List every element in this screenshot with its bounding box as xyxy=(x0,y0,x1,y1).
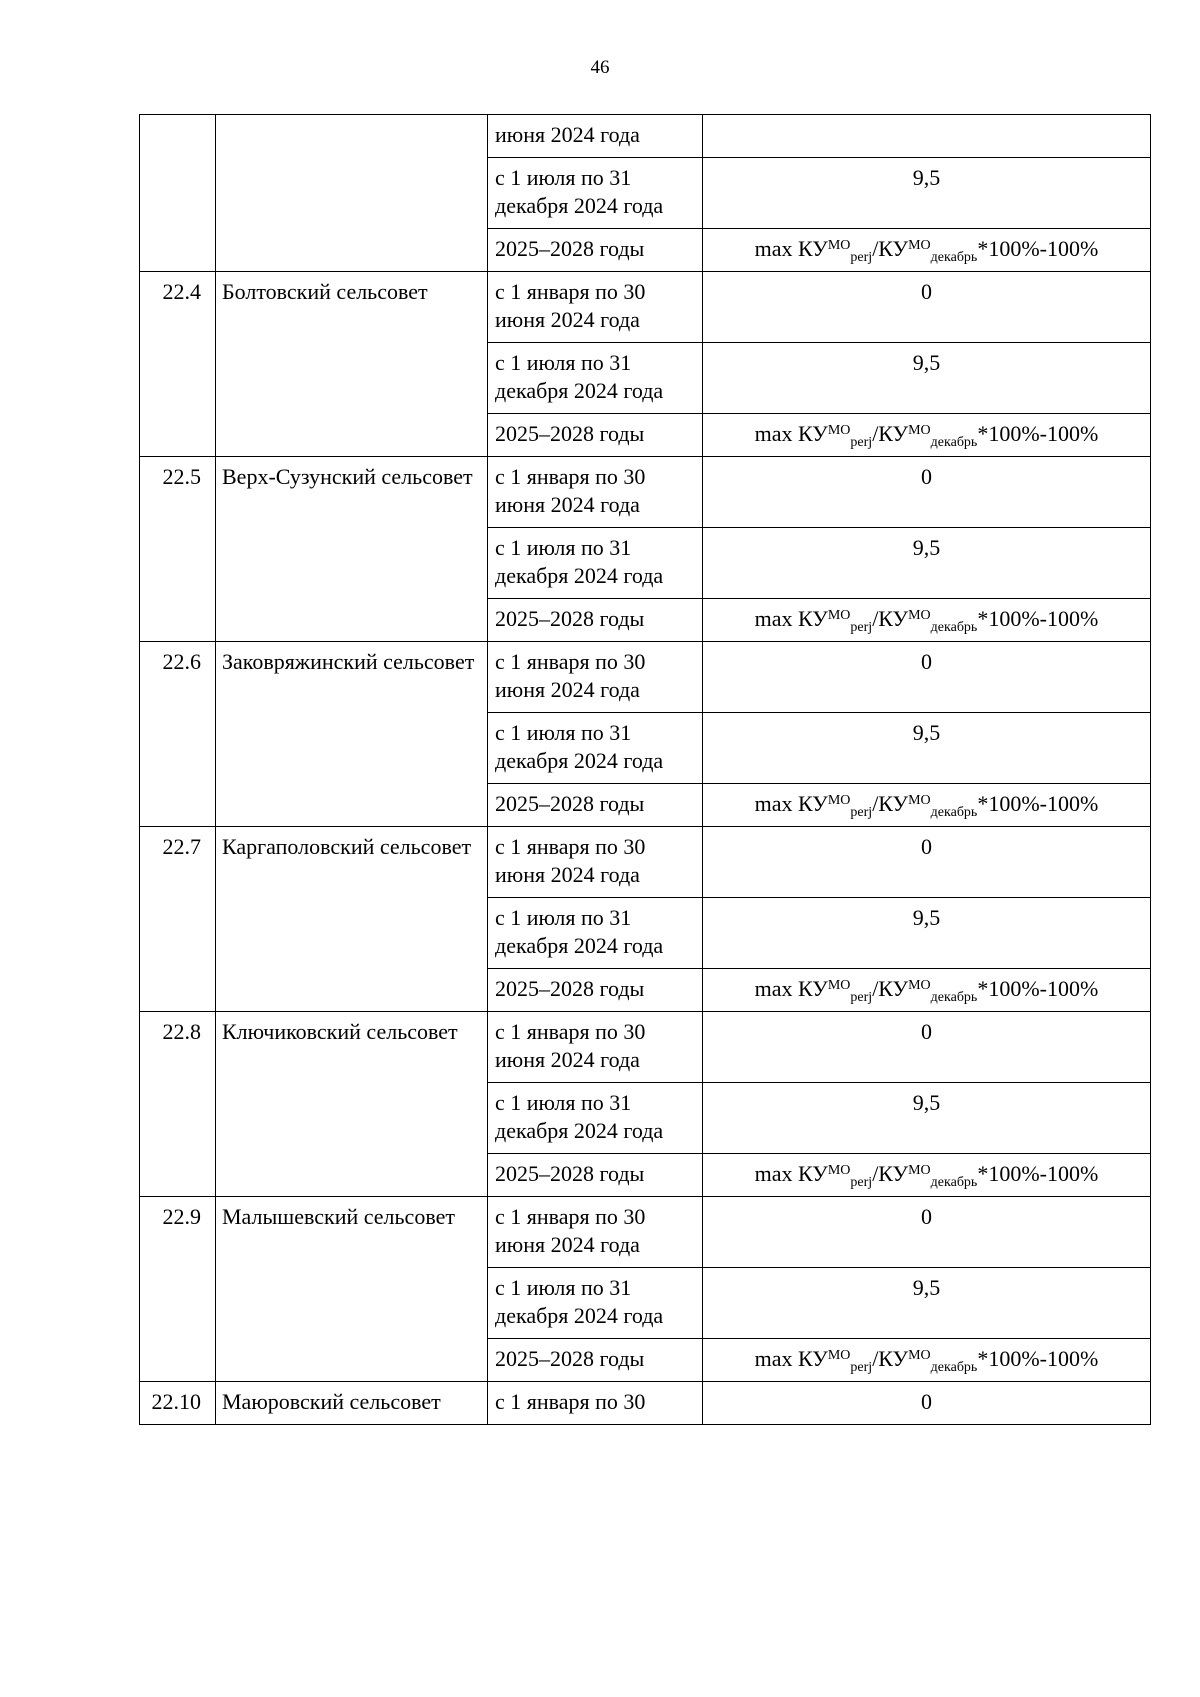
table-row xyxy=(140,827,1151,898)
value-cell: 9,5 xyxy=(703,343,1151,414)
formula-sub-2: декабрь xyxy=(930,990,978,1005)
formula-prefix: max КУ xyxy=(754,1161,828,1186)
section-number: 22.8 xyxy=(140,1012,216,1197)
table-row xyxy=(140,1012,1151,1083)
formula-mid: /КУ xyxy=(872,1161,909,1186)
period-cell: с 1 января по 30 июня 2024 года xyxy=(488,272,703,343)
period-cell: с 1 января по 30 июня 2024 года xyxy=(488,642,703,713)
formula-sup-2: МО xyxy=(908,423,931,438)
period-cell: с 1 июля по 31 декабря 2024 года xyxy=(488,713,703,784)
table-row xyxy=(140,1382,1151,1425)
period-cell: 2025–2028 годы xyxy=(488,414,703,457)
formula-sub-2: декабрь xyxy=(930,250,978,265)
formula-sub-2: декабрь xyxy=(930,620,978,635)
value-cell: 0 xyxy=(703,1382,1151,1425)
formula-sub-1: perj xyxy=(850,250,873,265)
formula-mid: /КУ xyxy=(872,791,909,816)
formula-prefix: max КУ xyxy=(754,976,828,1001)
formula-sub-1: perj xyxy=(850,990,873,1005)
value-cell: 9,5 xyxy=(703,1083,1151,1154)
value-cell: 0 xyxy=(703,1197,1151,1268)
value-cell: 0 xyxy=(703,1012,1151,1083)
formula-sup-2: МО xyxy=(908,608,931,623)
formula-mid: /КУ xyxy=(872,976,909,1001)
formula-suffix: *100%-100% xyxy=(977,976,1099,1001)
tariff-table xyxy=(139,114,1151,1425)
period-cell: с 1 января по 30 июня 2024 года xyxy=(488,1012,703,1083)
formula-sub-1: perj xyxy=(850,1360,873,1375)
value-cell: 9,5 xyxy=(703,898,1151,969)
period-cell: с 1 июля по 31 декабря 2024 года xyxy=(488,158,703,229)
formula-sup-1: МО xyxy=(827,238,851,253)
formula-sup-1: МО xyxy=(827,793,851,808)
formula-cell xyxy=(703,414,1151,457)
value-cell: 9,5 xyxy=(703,1268,1151,1339)
period-cell: 2025–2028 годы xyxy=(488,229,703,272)
formula-cell xyxy=(703,1154,1151,1197)
section-number: 22.9 xyxy=(140,1197,216,1382)
period-cell: 2025–2028 годы xyxy=(488,1339,703,1382)
formula-prefix: max КУ xyxy=(754,606,828,631)
formula-sub-1: perj xyxy=(850,805,873,820)
formula-mid: /КУ xyxy=(872,1346,909,1371)
section-number-cell xyxy=(140,115,216,272)
formula-suffix: *100%-100% xyxy=(977,421,1099,446)
section-number: 22.6 xyxy=(140,642,216,827)
formula-sub-1: perj xyxy=(850,1175,873,1190)
page-number: 46 xyxy=(590,57,610,78)
period-cell: с 1 января по 30 июня 2024 года xyxy=(488,457,703,528)
section-name: Ключиковский сельсовет xyxy=(216,1012,488,1197)
section-name: Малышевский сельсовет xyxy=(216,1197,488,1382)
value-cell: 0 xyxy=(703,827,1151,898)
formula-sup-1: МО xyxy=(827,423,851,438)
period-cell: 2025–2028 годы xyxy=(488,784,703,827)
formula-cell xyxy=(703,969,1151,1012)
value-cell: 9,5 xyxy=(703,528,1151,599)
table-row xyxy=(140,272,1151,343)
formula-prefix: max КУ xyxy=(754,236,828,261)
formula-prefix: max КУ xyxy=(754,421,828,446)
period-cell: с 1 июля по 31 декабря 2024 года xyxy=(488,528,703,599)
period-cell: с 1 января по 30 xyxy=(488,1382,703,1425)
value-cell xyxy=(703,115,1151,158)
formula-cell xyxy=(703,784,1151,827)
period-cell: с 1 июля по 31 декабря 2024 года xyxy=(488,1083,703,1154)
period-cell: 2025–2028 годы xyxy=(488,969,703,1012)
section-number: 22.10 xyxy=(140,1382,216,1425)
section-name: Маюровский сельсовет xyxy=(216,1382,488,1425)
section-name-cell xyxy=(216,115,488,272)
value-cell: 0 xyxy=(703,272,1151,343)
formula-cell xyxy=(703,1339,1151,1382)
table-row xyxy=(140,642,1151,713)
period-cell: июня 2024 года xyxy=(488,115,703,158)
period-cell: с 1 января по 30 июня 2024 года xyxy=(488,827,703,898)
formula-cell xyxy=(703,229,1151,272)
formula-prefix: max КУ xyxy=(754,1346,828,1371)
formula-prefix: max КУ xyxy=(754,791,828,816)
formula-mid: /КУ xyxy=(872,236,909,261)
formula-sup-1: МО xyxy=(827,608,851,623)
formula-sup-2: МО xyxy=(908,1163,931,1178)
period-cell: с 1 января по 30 июня 2024 года xyxy=(488,1197,703,1268)
value-cell: 9,5 xyxy=(703,158,1151,229)
formula-sup-2: МО xyxy=(908,1348,931,1363)
section-number: 22.7 xyxy=(140,827,216,1012)
formula-sup-2: МО xyxy=(908,238,931,253)
formula-suffix: *100%-100% xyxy=(977,791,1099,816)
formula-suffix: *100%-100% xyxy=(977,1346,1099,1371)
period-cell: 2025–2028 годы xyxy=(488,599,703,642)
table-row xyxy=(140,457,1151,528)
value-cell: 9,5 xyxy=(703,713,1151,784)
period-cell: с 1 июля по 31 декабря 2024 года xyxy=(488,898,703,969)
section-number: 22.5 xyxy=(140,457,216,642)
section-name: Болтовский сельсовет xyxy=(216,272,488,457)
table-row xyxy=(140,115,1151,158)
formula-sub-1: perj xyxy=(850,620,873,635)
formula-sup-2: МО xyxy=(908,978,931,993)
section-name: Верх-Сузунский сельсовет xyxy=(216,457,488,642)
value-cell: 0 xyxy=(703,457,1151,528)
table-row xyxy=(140,1197,1151,1268)
formula-sup-1: МО xyxy=(827,1348,851,1363)
formula-sub-1: perj xyxy=(850,435,873,450)
formula-suffix: *100%-100% xyxy=(977,606,1099,631)
period-cell: с 1 июля по 31 декабря 2024 года xyxy=(488,1268,703,1339)
section-name: Заковряжинский сельсовет xyxy=(216,642,488,827)
section-name: Каргаполовский сельсовет xyxy=(216,827,488,1012)
table-body xyxy=(140,115,1151,1425)
formula-sub-2: декабрь xyxy=(930,1360,978,1375)
period-cell: с 1 июля по 31 декабря 2024 года xyxy=(488,343,703,414)
formula-sup-1: МО xyxy=(827,978,851,993)
formula-sup-2: МО xyxy=(908,793,931,808)
period-cell: 2025–2028 годы xyxy=(488,1154,703,1197)
formula-sub-2: декабрь xyxy=(930,1175,978,1190)
formula-sub-2: декабрь xyxy=(930,435,978,450)
formula-suffix: *100%-100% xyxy=(977,236,1099,261)
formula-cell xyxy=(703,599,1151,642)
formula-mid: /КУ xyxy=(872,421,909,446)
formula-mid: /КУ xyxy=(872,606,909,631)
formula-sup-1: МО xyxy=(827,1163,851,1178)
formula-sub-2: декабрь xyxy=(930,805,978,820)
formula-suffix: *100%-100% xyxy=(977,1161,1099,1186)
section-number: 22.4 xyxy=(140,272,216,457)
value-cell: 0 xyxy=(703,642,1151,713)
